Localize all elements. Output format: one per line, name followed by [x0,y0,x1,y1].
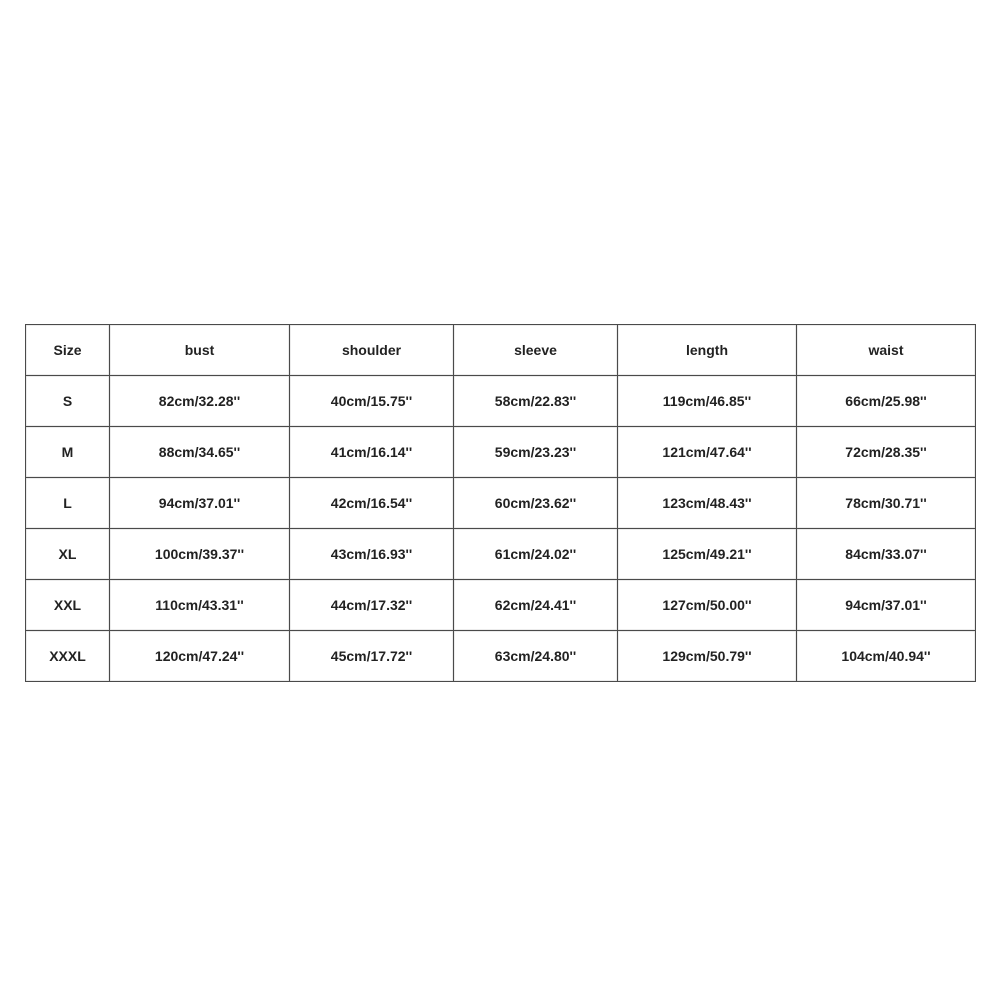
shoulder-cell: 40cm/15.75'' [290,376,454,427]
shoulder-cell: 44cm/17.32'' [290,580,454,631]
size-cell: XL [26,529,110,580]
waist-cell: 84cm/33.07'' [797,529,976,580]
column-header-size: Size [26,325,110,376]
size-cell: S [26,376,110,427]
waist-cell: 78cm/30.71'' [797,478,976,529]
length-cell: 127cm/50.00'' [618,580,797,631]
size-cell: M [26,427,110,478]
table-row [26,376,976,427]
length-cell: 121cm/47.64'' [618,427,797,478]
sleeve-cell: 59cm/23.23'' [454,427,618,478]
column-header-waist: waist [797,325,976,376]
bust-cell: 100cm/39.37'' [110,529,290,580]
table-row [26,427,976,478]
length-cell: 129cm/50.79'' [618,631,797,682]
column-header-shoulder: shoulder [290,325,454,376]
sleeve-cell: 62cm/24.41'' [454,580,618,631]
shoulder-cell: 42cm/16.54'' [290,478,454,529]
table-row [26,580,976,631]
size-cell: XXL [26,580,110,631]
waist-cell: 104cm/40.94'' [797,631,976,682]
sleeve-cell: 58cm/22.83'' [454,376,618,427]
sleeve-cell: 60cm/23.62'' [454,478,618,529]
waist-cell: 94cm/37.01'' [797,580,976,631]
bust-cell: 110cm/43.31'' [110,580,290,631]
column-header-length: length [618,325,797,376]
table-row [26,478,976,529]
bust-cell: 82cm/32.28'' [110,376,290,427]
size-cell: XXXL [26,631,110,682]
length-cell: 125cm/49.21'' [618,529,797,580]
header-row [26,325,976,376]
size-chart-table [25,324,976,682]
length-cell: 123cm/48.43'' [618,478,797,529]
bust-cell: 94cm/37.01'' [110,478,290,529]
size-cell: L [26,478,110,529]
column-header-bust: bust [110,325,290,376]
length-cell: 119cm/46.85'' [618,376,797,427]
bust-cell: 120cm/47.24'' [110,631,290,682]
sleeve-cell: 63cm/24.80'' [454,631,618,682]
waist-cell: 66cm/25.98'' [797,376,976,427]
waist-cell: 72cm/28.35'' [797,427,976,478]
shoulder-cell: 45cm/17.72'' [290,631,454,682]
shoulder-cell: 41cm/16.14'' [290,427,454,478]
sleeve-cell: 61cm/24.02'' [454,529,618,580]
bust-cell: 88cm/34.65'' [110,427,290,478]
column-header-sleeve: sleeve [454,325,618,376]
shoulder-cell: 43cm/16.93'' [290,529,454,580]
table-row [26,529,976,580]
table-row [26,631,976,682]
